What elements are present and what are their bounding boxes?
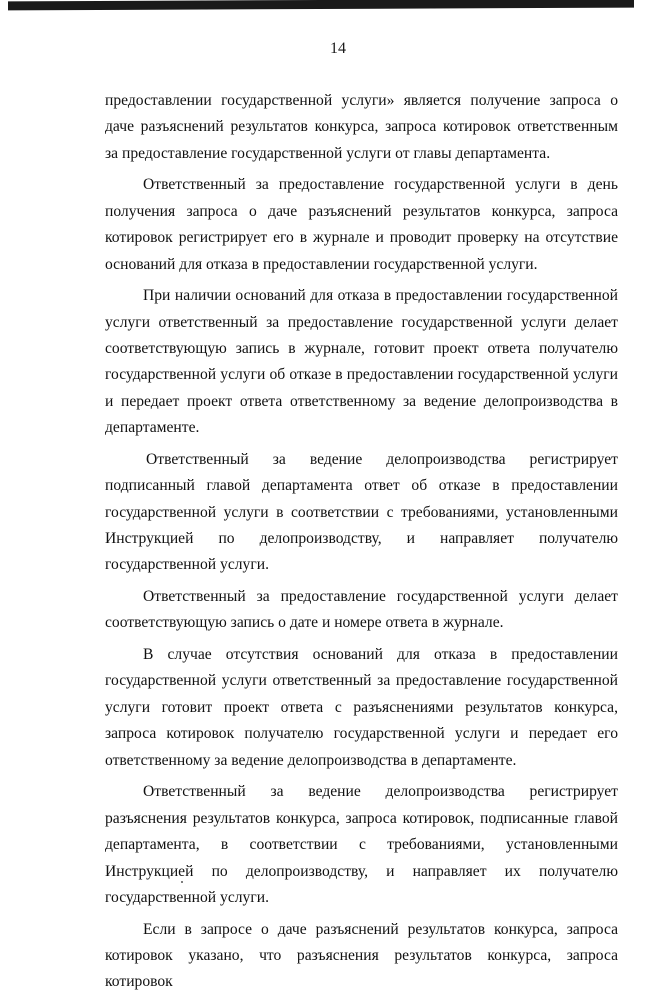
paragraph-truncated: Если в запросе о даче разъяснений результатов конкурса, запроса котировок указано, что разъяснения результатов конкурса, запроса котировок bbox=[105, 920, 618, 991]
top-border-rule bbox=[8, 0, 634, 10]
paragraph: Ответственный за ведение делопроизводства регистрирует подписанный главой департамента ответ об отказе в предоставлении государственной услуги в соответствии с требованиями, установленными Инструкцией по делопроизводству, и направляет получателю государственной услуги. bbox=[105, 450, 618, 574]
page-number: 14 bbox=[330, 40, 346, 57]
paragraph: В случае отсутствия оснований для отказа в предоставлении государственной услуги ответственный за предоставление государственной услуги готовит проект ответа с разъяснениями результатов конкурса, запроса котировок получателю государственной услуги и передает его ответственному за ведение делопроизводства в департаменте. bbox=[105, 646, 618, 769]
paragraph: Ответственный за ведение делопроизводства регистрирует разъяснения результатов конкурса, запроса котировок, подписанные главой департамента, в соответствии с требованиями, установленными Инструкцией по делопроизводству, и направляет их получателю государственной услуги. bbox=[105, 783, 618, 906]
paragraph-continuation: предоставлении государственной услуги» является получение запроса о даче разъяснений результатов конкурса, запроса котировок ответственным за предоставление государственной услуги от главы департамента. bbox=[105, 92, 618, 162]
document-body bbox=[105, 88, 618, 1001]
paragraph: Ответственный за предоставление государственной услуги делает соответствующую запись о дате и номере ответа в журнале. bbox=[105, 588, 618, 632]
paragraph: При наличии оснований для отказа в предоставлении государственной услуги ответственный за предоставление государственной услуги делает соответствующую запись в журнале, готовит проект ответа получателю государственной услуги об отказе в предоставлении государственной услуги и передает проект ответа ответственному за ведение делопроизводства в департаменте. bbox=[105, 287, 618, 437]
paragraph: Ответственный за предоставление государственной услуги в день получения запроса о даче разъяснений результатов конкурса, запроса котировок регистрирует его в журнале и проводит проверку на отсутствие оснований для отказа в предоставлении государственной услуги. bbox=[105, 176, 618, 273]
scan-speck bbox=[181, 881, 183, 883]
